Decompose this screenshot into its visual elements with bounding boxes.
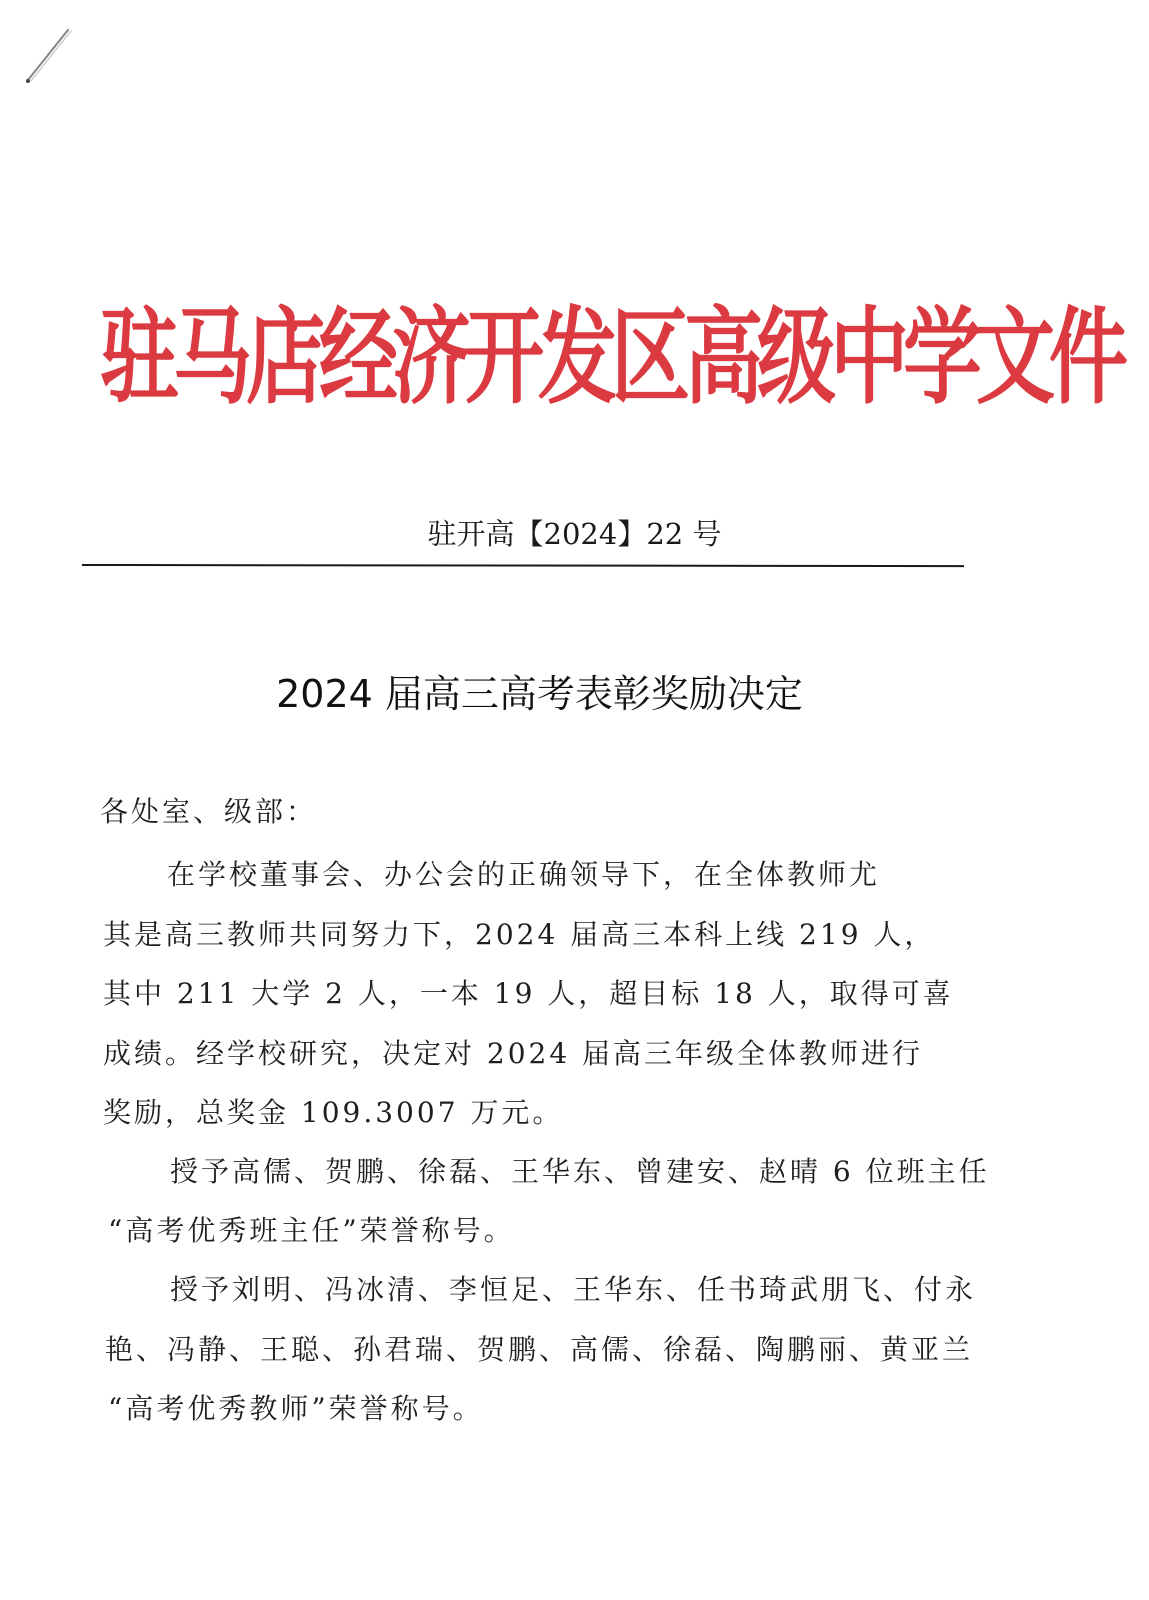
document-masthead: 驻马店经济开发区高级中学文件 (100, 295, 1122, 419)
header-rule (82, 564, 964, 567)
paragraph-1-line-2: 其是高三教师共同努力下，2024 届高三本科上线 219 人， (103, 918, 936, 951)
document-number: 驻开高【2024】22 号 (427, 517, 722, 551)
paragraph-3-line-2: 艳、冯静、王聪、孙君瑞、贺鹏、高儒、徐磊、陶鹏丽、黄亚兰 (105, 1333, 974, 1366)
document-title: 2024 届高三高考表彰奖励决定 (276, 672, 803, 716)
paragraph-1-line-3: 其中 211 大学 2 人，一本 19 人，超目标 18 人，取得可喜 (103, 977, 954, 1010)
paragraph-2-line-1: 授予高儒、贺鹏、徐磊、王华东、曾建安、赵晴 6 位班主任 (170, 1155, 990, 1188)
pen-mark (22, 26, 82, 86)
paragraph-2-line-2: “高考优秀班主任”荣誉称号。 (108, 1214, 515, 1247)
paragraph-1-line-1: 在学校董事会、办公会的正确领导下，在全体教师尤 (167, 858, 881, 891)
salutation: 各处室、级部： (100, 795, 318, 828)
paragraph-3-line-3: “高考优秀教师”荣誉称号。 (108, 1392, 484, 1425)
paragraph-1-line-4: 成绩。经学校研究，决定对 2024 届高三年级全体教师进行 (103, 1037, 924, 1070)
paragraph-1-line-5: 奖励，总奖金 109.3007 万元。 (103, 1096, 564, 1129)
paragraph-3-line-1: 授予刘明、冯冰清、李恒足、王华东、任书琦武朋飞、付永 (170, 1273, 977, 1306)
